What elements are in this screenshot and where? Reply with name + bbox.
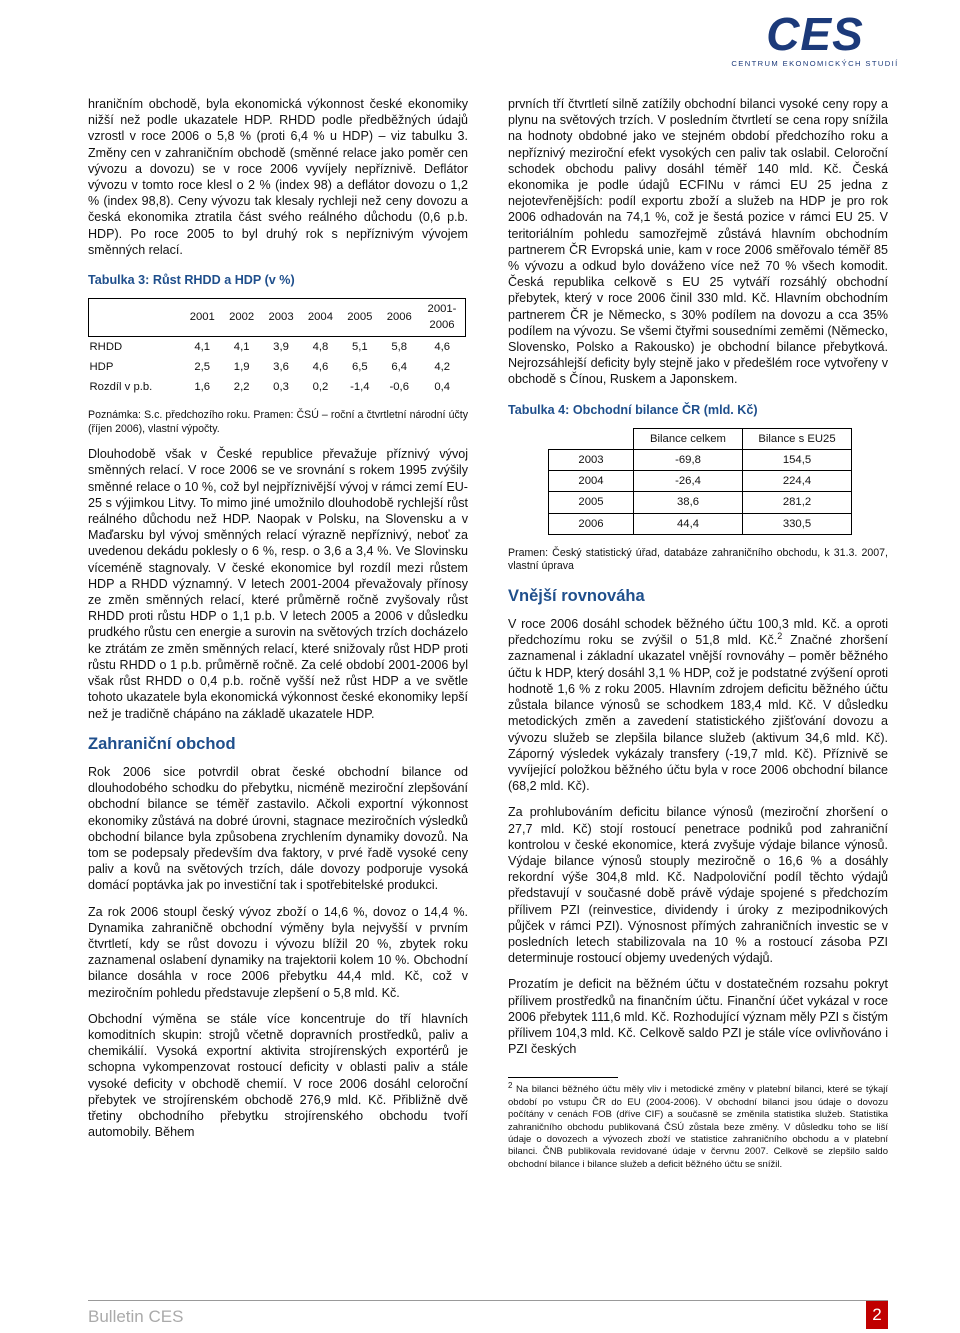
table-cell: 6,4 <box>391 360 408 373</box>
table-row <box>89 377 466 397</box>
table3-header-cell: 2001 <box>183 299 222 336</box>
page-footer <box>88 1300 888 1329</box>
paragraph-text: V roce 2006 dosáhl schodek běžného účtu 100,3 mld. Kč. a oproti předchozímu roku se zvýšil o 51,8 mld. Kč. <box>508 617 888 648</box>
footnote-divider <box>508 1077 618 1078</box>
table-cell: 0,3 <box>273 381 289 394</box>
table3-header-cell <box>89 299 183 336</box>
footer-title: Bulletin CES <box>88 1307 184 1326</box>
table3-header-cell: 2003 <box>261 299 300 336</box>
table-cell: -1,4 <box>350 381 370 394</box>
paragraph: hraničním obchodě, byla ekonomická výkonnost české ekonomiky nižší než podle ukazatele HDP. RHDD podle předběžných údajů vzrostl v roce 2006 o 5,8 % (proti 6,4 % u HDP) – viz tabulku 3. Změny cen v zahraničním obchodě (směnné relace jako poměr cen vývozu a dovozu) se v roce 2006 vyvíjely nepříznivě. Deflátor vývozu v tomto roce klesl o 2 % (index 98) a deflátor dovozu o 1,2 % (index 98,8). Ceny vývozu tak klesaly rychleji než ceny dovozu a česká ekonomika ztratila část svého reálného důchodu (0,6 p.b. HDP). Po roce 2005 to byl druhý rok s nepříznivým vývojem směnných relací. <box>88 97 468 257</box>
table-row <box>549 450 852 471</box>
table-row <box>89 336 466 357</box>
table-row <box>89 357 466 377</box>
table-cell: 2004 <box>549 471 634 492</box>
table-cell: 2003 <box>549 450 634 471</box>
table-cell: 4,8 <box>312 340 329 353</box>
footnote-text: Na bilanci běžného účtu měly vliv i metodické změny v platební bilanci, které se týkají období po vstupu ČR do EU (2004-2006). V obchodní bilanci jsou údaje o dovozu počítány v cenách FOB (dříve CIF) a současně se změnila statistika služeb. Statistika zahraničního obchodu publikovaná ČSÚ zůstala beze změny. V důsledku toho se liší údaje o dovozech a vývozech zboží ve statistice zahraničního obchodu a v platební bilanci. ČNB publikovala revidované údaje v červnu 2007. Celkově se zlepšilo saldo obchodní bilance i bilance služeb a deficit běžného účtu se snížil. <box>508 1084 888 1170</box>
paragraph: prvních tří čtvrtletí silně zatížily obchodní bilanci vysoké ceny ropy a plynu na světových trzích. V posledním čtvrtletí se cena ropy snížila na hodnoty obdobné jako ve stejném období předchozího roku a nepříznivý meziroční efekt vysokých cen paliv tak oslabil. Celoroční schodek obchodu palivy dosáhl téměř 140 mld. Kč. Česká ekonomika je podle údajů ECFINu v rámci EU 25 jedna z nejotevřenějších: podíl exportu zboží a služeb na HDP je pro rok 2006 odhadován na 74,1 %, což je šestá pozice v rámci EU 25. V teritoriálním pohledu samozřejmě zůstává hlavním obchodním partnerem ČR Evropská unie, kam v roce 2006 směřovalo téměř 85 % vývozu a odkud bylo dováženo více než 70 % všech komodit. Česká republika celkově s EU 25 vytváří rozsáhlý obchodní přebytek, který v roce 2006 činil 330 mld. Kč. Hlavním obchodním partnerem ČR je Německo, s 30% podílem na dovozu a cca 35% podílem na vývozu. Se všemi čtyřmi sousedními zeměmi (Německo, Slovensko, Polsko a Rakousko) je obchodní bilance přebytková. Nejrozsáhlejší deficity byly stejně jako v předešlém roce vytvořeny v obchodě s Čínou, Ruskem a Japonskem. <box>508 97 888 387</box>
ces-logo <box>731 8 899 70</box>
table4-caption: Tabulka 4: Obchodní bilance ČR (mld. Kč) <box>508 402 758 417</box>
table4 <box>548 428 852 535</box>
table-cell: HDP <box>89 360 114 373</box>
table3-note: Poznámka: S.c. předchozího roku. Pramen: ČSÚ – roční a čtvrtletní národní účty (říjen 2006), vlastní výpočty. <box>88 409 468 435</box>
footnote <box>508 1081 888 1171</box>
table-cell: 3,9 <box>273 340 289 353</box>
paragraph: Obchodní výměna se stále více koncentruje do tří hlavních komoditních skupin: strojů včetně dopravních prostředků, paliv a chemikálií. Vysoká exportní aktivita strojírenských exportérů je schopna vykompenzovat rostoucí deficity v oblasti paliv a stále vysoké deficity v obchodě chemií. V roce 2006 dosáhl celoroční přebytek ve strojírenském obchodě 276,9 mld. Kč. Přibližně dvě třetiny obchodního přebytku strojírenského obchodu tvoří automobily. Během <box>88 1011 468 1140</box>
table-cell: 1,6 <box>194 381 211 394</box>
paragraph: Rok 2006 sice potvrdil obrat české obchodní bilance od dlouhodobého schodku do přebytku, nicméně meziroční zlepšování obchodní bilance se téměř zastavilo. Ačkoli exportní výkonnost ekonomiky zůstává na dobré úrovni, stagnace meziročních výsledků obchodní bilance byla způsobena zrychlením dynamiky dovozů. Na tom se podepsaly především dva faktory, v prvé řadě vysoké ceny paliv a kovů na světových trzích, dále dovozy podporuje vysoká domácí poptávka jak po investiční tak i spotřebitelské produkci. <box>88 764 468 893</box>
table-cell: 2005 <box>549 492 634 513</box>
paragraph-text: Značné zhoršení zaznamenal i základní ukazatel vnější rovnováhy – poměr běžného účtu k HDP, který dosáhl 3,1 % HDP, což je podstatné zvýšení oproti hodnotě 1,6 % z roku 2005. Hlavním zdrojem deficitu běžného účtu zůstala bilance výnosů se schodkem 183,4 mld. Kč. V důsledku metodických změn a zavedení statistického zjišťování dovozu a vývozu služeb se zlepšila bilance služeb (aktivum 34,6 mld. Kč). Záporný výsledek vykázaly transfery (-19,7 mld. Kč). Příznivě se vyvíjející položkou běžného účtu byla v roce 2006 obchodní bilance (68,2 mld. Kč). <box>508 633 888 794</box>
table-row <box>549 471 852 492</box>
section-heading: Vnější rovnováha <box>508 586 645 605</box>
table-row <box>549 513 852 534</box>
table3-header-cell: 2002 <box>222 299 261 336</box>
table-cell: 4,6 <box>434 340 451 353</box>
right-column <box>508 96 888 1171</box>
table-cell: 154,5 <box>743 450 852 471</box>
footnote-number: 2 <box>508 1081 513 1091</box>
table-cell: 2,2 <box>233 381 250 394</box>
table-row <box>549 492 852 513</box>
table-cell: 4,2 <box>434 360 451 373</box>
table3-header-cell: 2006 <box>380 299 419 336</box>
table-cell: 3,6 <box>273 360 289 373</box>
table-cell: 5,8 <box>391 340 408 353</box>
logo-text: CES <box>766 8 864 60</box>
table3 <box>88 298 466 397</box>
table-cell: 4,6 <box>312 360 329 373</box>
table-cell: 4,1 <box>194 340 211 353</box>
table-cell: -69,8 <box>634 450 743 471</box>
left-column <box>88 96 468 1150</box>
table-cell: 0,2 <box>312 381 329 394</box>
table-cell: 1,9 <box>233 360 250 373</box>
table4-header-cell <box>549 428 634 449</box>
paragraph: Za rok 2006 stoupl český vývoz zboží o 14,6 %, dovoz o 14,4 %. Dynamika zahraničně obchodní výměny byla nejvyšší v prvním čtvrtletí, kdy se růst dovozu i vývozu blížil 20 %, zbytek roku zaznamenal oslabení dynamiky na trajektorii kolem 10 %. Obchodní bilance dosáhla v roce 2006 přebytku 44,4 mld. Kč, což v meziročním pohledu představuje zlepšení o 5,8 mld. Kč. <box>88 904 468 1000</box>
table-cell: 224,4 <box>743 471 852 492</box>
table-cell: 6,5 <box>351 360 368 373</box>
table-cell: 44,4 <box>634 513 743 534</box>
table-cell: 2,5 <box>194 360 211 373</box>
logo-tagline: CENTRUM EKONOMICKÝCH STUDIÍ <box>731 59 899 68</box>
paragraph: Za prohlubováním deficitu bilance výnosů (meziroční zhoršení o 27,7 mld. Kč) stojí rostoucí penetrace podniků pod zahraniční kontrolou v české ekonomice, která zvyšuje výdaje bilance výnosů. Výdaje bilance výnosů stouply meziročně o 16,6 % a dosáhly rekordní výše 304,8 mld. Kč. Nadpoloviční podíl těchto výdajů představují v současné době právě výdaje spojené s předchozím přílivem PZI (reinvestice, dividendy i úroky z mezipodnikových půjček v rámci PZI). Výnosnost přímých zahraničních investic se v posledních letech stabilizovala na 10 % a rostoucí zásoba PZI determinuje rostoucí objemy uvedených výdajů. <box>508 805 888 966</box>
paragraph <box>508 616 888 794</box>
paragraph: Dlouhodobě však v České republice převažuje příznivý vývoj směnných relací. V roce 2006 se ve srovnání s rokem 1995 zvýšily směnné relace o 10 %, což byl nejpříznivější vývoj v rámci zemí EU-25 s výjimkou Litvy. To mimo jiné umožnilo dlouhodobě rychlejší růst reálného důchodu než HDP. Naopak v Polsku, na Slovensku a v Maďarsku byl vývoj směnných relací výrazně nepříznivý, neboť za uvedenou dekádu poklesly o 6 %, resp. o 3,6 a 3,4 %. Ve Slovinsku víceméně stagnovaly. V české ekonomice byl rozdíl mezi růstem HDP a RHDD významný. V letech 2001-2004 převažovaly přínosy ze změn směnných relací, které průměrně ročně zvyšovaly růst RHDD proti růstu HDP o 1,1 p.b. V letech 2005 a 2006 v důsledku prudkého růstu cen energie a surovin na světových trzích docházelo ke ztrátám ze změn směnných relací, které snižovaly růst HDP proti růstu RHDD o 1 p.b. průměrně ročně. Za celé období 2001-2006 byl však růst RHDD o 0,4 p.b. ročně vyšší než růst HDP a ve světle tohoto ukazatele byla ekonomická výkonnost české ekonomiky lepší než je tradičně chápáno na základě ukazatele HDP. <box>88 447 468 721</box>
table-cell: 2006 <box>549 513 634 534</box>
table-cell: 38,6 <box>634 492 743 513</box>
table3-header-cell: 2001-2006 <box>419 299 466 336</box>
table-cell: -26,4 <box>634 471 743 492</box>
table-cell: 4,1 <box>233 340 250 353</box>
table-cell: Rozdíl v p.b. <box>89 381 153 394</box>
table-cell: 281,2 <box>743 492 852 513</box>
table-cell: 330,5 <box>743 513 852 534</box>
table-cell: 5,1 <box>351 340 368 353</box>
footnote-ref: 2 <box>777 631 783 642</box>
section-heading: Zahraniční obchod <box>88 734 236 753</box>
page-number: 2 <box>866 1301 888 1329</box>
paragraph: Prozatím je deficit na běžném účtu v dostatečném rozsahu pokryt přílivem prostředků na finančním účtu. Finanční účet vykázal v roce 2006 přebytek 111,6 mld. Kč. Rozhodující význam měly PZI s čistým přílivem 104,3 mld. Kč. Celkově saldo PZI je stále více ovlivňováno i PZI českých <box>508 977 888 1057</box>
table3-caption: Tabulka 3: Růst RHDD a HDP (v %) <box>88 273 295 288</box>
table4-note: Pramen: Český statistický úřad, databáze zahraničního obchodu, k 31.3. 2007, vlastní úprava <box>508 546 888 573</box>
table4-header-cell: Bilance celkem <box>634 428 743 449</box>
table-cell: 0,4 <box>434 381 451 394</box>
table3-header-row <box>89 299 466 336</box>
table4-header-row <box>549 428 852 449</box>
table4-header-cell: Bilance s EU25 <box>743 428 852 449</box>
table-cell: -0,6 <box>389 381 409 394</box>
table3-header-cell: 2005 <box>340 299 379 336</box>
table3-header-cell: 2004 <box>301 299 340 336</box>
table-cell: RHDD <box>89 340 123 353</box>
